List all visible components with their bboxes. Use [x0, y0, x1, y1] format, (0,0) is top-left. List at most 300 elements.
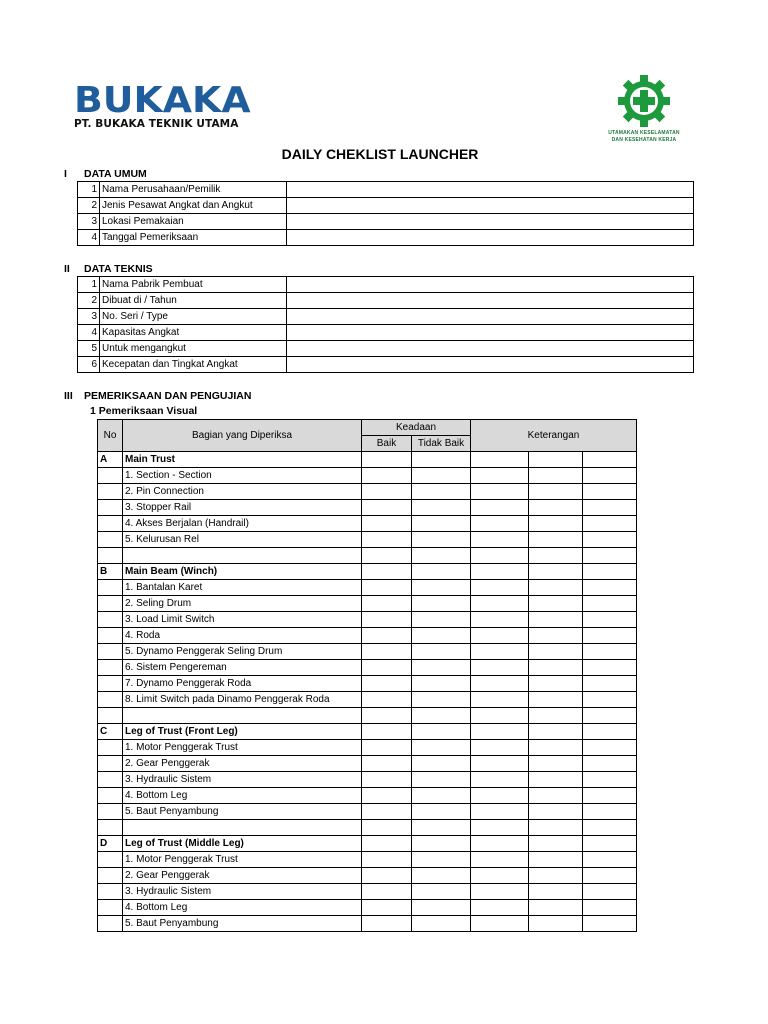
keterangan-cell[interactable] [471, 596, 529, 612]
keterangan-cell[interactable] [529, 724, 583, 740]
keterangan-cell[interactable] [529, 836, 583, 852]
table-row [98, 852, 637, 868]
baik-cell[interactable] [362, 804, 412, 820]
baik-cell[interactable] [362, 532, 412, 548]
keterangan-cell[interactable] [471, 708, 529, 724]
keterangan-cell[interactable] [471, 852, 529, 868]
row-value-field[interactable] [287, 357, 694, 373]
row-number: 4 [78, 325, 100, 341]
baik-cell[interactable] [362, 692, 412, 708]
table-row [78, 309, 694, 325]
tidak-baik-cell[interactable] [412, 724, 471, 740]
row-value-field[interactable] [287, 230, 694, 246]
pemeriksaan-visual-table [97, 419, 637, 932]
keterangan-cell[interactable] [471, 612, 529, 628]
baik-cell[interactable] [362, 724, 412, 740]
baik-cell[interactable] [362, 916, 412, 932]
row-no [98, 708, 123, 724]
baik-cell[interactable] [362, 660, 412, 676]
baik-cell[interactable] [362, 548, 412, 564]
keterangan-cell[interactable] [471, 484, 529, 500]
table-row [98, 548, 637, 564]
row-label: Lokasi Pemakaian [100, 214, 287, 230]
row-no [98, 612, 123, 628]
row-value-field[interactable] [287, 277, 694, 293]
row-label: Untuk mengangkut [100, 341, 287, 357]
row-number: 3 [78, 309, 100, 325]
keterangan-cell[interactable] [471, 468, 529, 484]
keterangan-cell[interactable] [471, 772, 529, 788]
row-label: Jenis Pesawat Angkat dan Angkut [100, 198, 287, 214]
row-no [98, 548, 123, 564]
baik-cell[interactable] [362, 500, 412, 516]
section-title: DATA UMUM [84, 168, 147, 180]
keterangan-cell[interactable] [529, 580, 583, 596]
keterangan-cell[interactable] [529, 628, 583, 644]
row-no [98, 900, 123, 916]
keterangan-cell[interactable] [583, 804, 637, 820]
row-item: 6. Sistem Pengereman [123, 660, 362, 676]
keterangan-cell[interactable] [529, 772, 583, 788]
keterangan-cell[interactable] [583, 708, 637, 724]
table-row [98, 708, 637, 724]
keterangan-cell[interactable] [583, 612, 637, 628]
row-no [98, 468, 123, 484]
row-label: Tanggal Pemeriksaan [100, 230, 287, 246]
keterangan-cell[interactable] [583, 740, 637, 756]
keterangan-cell[interactable] [529, 484, 583, 500]
row-item: 5. Baut Penyambung [123, 916, 362, 932]
section-title: PEMERIKSAAN DAN PENGUJIAN [84, 390, 252, 402]
baik-cell[interactable] [362, 628, 412, 644]
row-no [98, 692, 123, 708]
tidak-baik-cell[interactable] [412, 836, 471, 852]
keterangan-cell[interactable] [471, 788, 529, 804]
row-value-field[interactable] [287, 198, 694, 214]
baik-cell[interactable] [362, 484, 412, 500]
keterangan-cell[interactable] [583, 756, 637, 772]
row-no: C [98, 724, 123, 740]
baik-cell[interactable] [362, 740, 412, 756]
keterangan-cell[interactable] [471, 580, 529, 596]
row-item [123, 708, 362, 724]
baik-cell[interactable] [362, 676, 412, 692]
keterangan-cell[interactable] [583, 516, 637, 532]
header-row [98, 420, 637, 436]
tidak-baik-cell[interactable] [412, 468, 471, 484]
data-teknis-table [77, 276, 694, 373]
row-item: 5. Kelurusan Rel [123, 532, 362, 548]
row-item: 7. Dynamo Penggerak Roda [123, 676, 362, 692]
keterangan-cell[interactable] [583, 596, 637, 612]
keterangan-cell[interactable] [471, 660, 529, 676]
keterangan-cell[interactable] [583, 564, 637, 580]
keterangan-cell[interactable] [583, 484, 637, 500]
keterangan-cell[interactable] [471, 740, 529, 756]
row-item: 1. Motor Penggerak Trust [123, 740, 362, 756]
keterangan-cell[interactable] [583, 692, 637, 708]
row-item: 1. Motor Penggerak Trust [123, 852, 362, 868]
table-row [98, 660, 637, 676]
table-row [98, 692, 637, 708]
section-1-heading [64, 168, 147, 180]
baik-cell[interactable] [362, 772, 412, 788]
tidak-baik-cell[interactable] [412, 692, 471, 708]
table-row [78, 277, 694, 293]
logo-wordmark: BUKAKA [74, 80, 251, 121]
keterangan-cell[interactable] [471, 516, 529, 532]
row-item: 4. Roda [123, 628, 362, 644]
row-no: B [98, 564, 123, 580]
row-label: No. Seri / Type [100, 309, 287, 325]
keterangan-cell[interactable] [529, 756, 583, 772]
keterangan-cell[interactable] [471, 820, 529, 836]
tidak-baik-cell[interactable] [412, 852, 471, 868]
baik-cell[interactable] [362, 452, 412, 468]
row-number: 1 [78, 182, 100, 198]
row-item: 2. Gear Penggerak [123, 868, 362, 884]
keterangan-cell[interactable] [471, 628, 529, 644]
row-no [98, 772, 123, 788]
table-row [98, 628, 637, 644]
row-label: Nama Perusahaan/Pemilik [100, 182, 287, 198]
row-no [98, 804, 123, 820]
keterangan-cell[interactable] [583, 580, 637, 596]
row-no: A [98, 452, 123, 468]
row-no [98, 628, 123, 644]
table-row [98, 500, 637, 516]
tidak-baik-cell[interactable] [412, 740, 471, 756]
baik-cell[interactable] [362, 852, 412, 868]
table-row [98, 884, 637, 900]
keterangan-cell[interactable] [529, 868, 583, 884]
row-no [98, 660, 123, 676]
section-number: III [64, 390, 73, 402]
keterangan-cell[interactable] [583, 644, 637, 660]
keterangan-cell[interactable] [471, 868, 529, 884]
row-no [98, 516, 123, 532]
tidak-baik-cell[interactable] [412, 516, 471, 532]
keterangan-cell[interactable] [471, 644, 529, 660]
table-row [98, 644, 637, 660]
keterangan-cell[interactable] [529, 596, 583, 612]
row-no [98, 884, 123, 900]
row-number: 2 [78, 293, 100, 309]
table-row [98, 756, 637, 772]
table-row [98, 868, 637, 884]
keterangan-cell[interactable] [583, 852, 637, 868]
baik-cell[interactable] [362, 596, 412, 612]
tidak-baik-cell[interactable] [412, 660, 471, 676]
keterangan-cell[interactable] [583, 868, 637, 884]
table-row [78, 293, 694, 309]
table-row [98, 596, 637, 612]
table-row [78, 214, 694, 230]
keterangan-cell[interactable] [529, 500, 583, 516]
table-row [78, 182, 694, 198]
section-2-heading [64, 263, 153, 275]
keterangan-cell[interactable] [471, 676, 529, 692]
row-no [98, 676, 123, 692]
table-row [98, 516, 637, 532]
col-keadaan-header: Keadaan [362, 420, 471, 436]
table-row [98, 916, 637, 932]
row-label: Kapasitas Angkat [100, 325, 287, 341]
baik-cell[interactable] [362, 644, 412, 660]
keterangan-cell[interactable] [529, 676, 583, 692]
document-title: DAILY CHEKLIST LAUNCHER [281, 146, 479, 162]
keterangan-cell[interactable] [583, 820, 637, 836]
table-row [98, 612, 637, 628]
tidak-baik-cell[interactable] [412, 916, 471, 932]
table-row [98, 772, 637, 788]
baik-cell[interactable] [362, 900, 412, 916]
tidak-baik-cell[interactable] [412, 484, 471, 500]
keterangan-cell[interactable] [471, 836, 529, 852]
keterangan-cell[interactable] [529, 740, 583, 756]
table-row [78, 230, 694, 246]
keterangan-cell[interactable] [583, 628, 637, 644]
tidak-baik-cell[interactable] [412, 580, 471, 596]
keterangan-cell[interactable] [529, 468, 583, 484]
row-number: 6 [78, 357, 100, 373]
tidak-baik-cell[interactable] [412, 628, 471, 644]
logo-company-name: PT. BUKAKA TEKNIK UTAMA [74, 118, 239, 130]
table-row [98, 724, 637, 740]
keterangan-cell[interactable] [529, 660, 583, 676]
keterangan-cell[interactable] [471, 804, 529, 820]
subsection-heading: 1 Pemeriksaan Visual [90, 405, 198, 417]
k3-slogan-line1: UTAMAKAN KESELAMATAN [608, 130, 680, 136]
section-title: DATA TEKNIS [84, 263, 153, 275]
row-no [98, 484, 123, 500]
table-row [98, 580, 637, 596]
table-row [98, 788, 637, 804]
table-row [78, 341, 694, 357]
group-title: Leg of Trust (Front Leg) [123, 724, 362, 740]
table-row [98, 804, 637, 820]
tidak-baik-cell[interactable] [412, 676, 471, 692]
section-3-heading [64, 390, 251, 402]
row-no [98, 852, 123, 868]
row-value-field[interactable] [287, 214, 694, 230]
tidak-baik-cell[interactable] [412, 644, 471, 660]
tidak-baik-cell[interactable] [412, 596, 471, 612]
row-value-field[interactable] [287, 182, 694, 198]
tidak-baik-cell[interactable] [412, 612, 471, 628]
table-row [98, 484, 637, 500]
row-no [98, 596, 123, 612]
row-number: 3 [78, 214, 100, 230]
tidak-baik-cell[interactable] [412, 820, 471, 836]
tidak-baik-cell[interactable] [412, 788, 471, 804]
row-number: 5 [78, 341, 100, 357]
keterangan-cell[interactable] [471, 916, 529, 932]
baik-cell[interactable] [362, 708, 412, 724]
keterangan-cell[interactable] [583, 676, 637, 692]
keterangan-cell[interactable] [471, 452, 529, 468]
tidak-baik-cell[interactable] [412, 868, 471, 884]
tidak-baik-cell[interactable] [412, 548, 471, 564]
table-row [98, 676, 637, 692]
keterangan-cell[interactable] [529, 900, 583, 916]
keterangan-cell[interactable] [471, 724, 529, 740]
keterangan-cell[interactable] [583, 500, 637, 516]
row-item: 3. Load Limit Switch [123, 612, 362, 628]
keterangan-cell[interactable] [583, 724, 637, 740]
row-item [123, 820, 362, 836]
table-row [98, 452, 637, 468]
tidak-baik-cell[interactable] [412, 804, 471, 820]
group-title: Leg of Trust (Middle Leg) [123, 836, 362, 852]
keterangan-cell[interactable] [583, 532, 637, 548]
tidak-baik-cell[interactable] [412, 564, 471, 580]
row-no [98, 820, 123, 836]
baik-cell[interactable] [362, 836, 412, 852]
baik-cell[interactable] [362, 612, 412, 628]
row-item: 2. Pin Connection [123, 484, 362, 500]
col-no-header: No [98, 420, 123, 452]
row-value-field[interactable] [287, 309, 694, 325]
row-no [98, 916, 123, 932]
table-row [98, 900, 637, 916]
row-item: 1. Section - Section [123, 468, 362, 484]
col-keterangan-header: Keterangan [471, 420, 637, 452]
keterangan-cell[interactable] [583, 788, 637, 804]
tidak-baik-cell[interactable] [412, 500, 471, 516]
row-value-field[interactable] [287, 293, 694, 309]
keterangan-cell[interactable] [529, 532, 583, 548]
row-item: 2. Seling Drum [123, 596, 362, 612]
keterangan-cell[interactable] [529, 452, 583, 468]
tidak-baik-cell[interactable] [412, 708, 471, 724]
group-title: Main Beam (Winch) [123, 564, 362, 580]
keterangan-cell[interactable] [583, 660, 637, 676]
keterangan-cell[interactable] [529, 692, 583, 708]
row-item: 3. Stopper Rail [123, 500, 362, 516]
gear-cross-icon [615, 72, 673, 130]
tidak-baik-cell[interactable] [412, 452, 471, 468]
keterangan-cell[interactable] [471, 564, 529, 580]
table-row [98, 740, 637, 756]
row-item [123, 548, 362, 564]
keterangan-cell[interactable] [471, 900, 529, 916]
row-no: D [98, 836, 123, 852]
row-value-field[interactable] [287, 341, 694, 357]
col-tidak-baik-header: Tidak Baik [412, 436, 471, 452]
keterangan-cell[interactable] [583, 468, 637, 484]
tidak-baik-cell[interactable] [412, 900, 471, 916]
keterangan-cell[interactable] [471, 884, 529, 900]
section-number: II [64, 263, 70, 275]
row-item: 2. Gear Penggerak [123, 756, 362, 772]
baik-cell[interactable] [362, 820, 412, 836]
k3-logo [596, 72, 692, 144]
row-label: Dibuat di / Tahun [100, 293, 287, 309]
tidak-baik-cell[interactable] [412, 532, 471, 548]
baik-cell[interactable] [362, 564, 412, 580]
keterangan-cell[interactable] [471, 500, 529, 516]
baik-cell[interactable] [362, 468, 412, 484]
row-item: 4. Bottom Leg [123, 900, 362, 916]
keterangan-cell[interactable] [529, 644, 583, 660]
baik-cell[interactable] [362, 756, 412, 772]
row-value-field[interactable] [287, 325, 694, 341]
keterangan-cell[interactable] [529, 804, 583, 820]
row-item: 5. Baut Penyambung [123, 804, 362, 820]
tidak-baik-cell[interactable] [412, 756, 471, 772]
keterangan-cell[interactable] [583, 452, 637, 468]
keterangan-cell[interactable] [529, 916, 583, 932]
row-label: Nama Pabrik Pembuat [100, 277, 287, 293]
row-item: 3. Hydraulic Sistem [123, 772, 362, 788]
row-no [98, 740, 123, 756]
keterangan-cell[interactable] [583, 836, 637, 852]
keterangan-cell[interactable] [529, 708, 583, 724]
keterangan-cell[interactable] [529, 548, 583, 564]
baik-cell[interactable] [362, 580, 412, 596]
table-row [98, 564, 637, 580]
keterangan-cell[interactable] [471, 756, 529, 772]
keterangan-cell[interactable] [471, 692, 529, 708]
row-no [98, 788, 123, 804]
keterangan-cell[interactable] [583, 884, 637, 900]
row-no [98, 580, 123, 596]
table-row [98, 468, 637, 484]
keterangan-cell[interactable] [529, 612, 583, 628]
row-no [98, 644, 123, 660]
keterangan-cell[interactable] [529, 820, 583, 836]
table-row [98, 836, 637, 852]
row-no [98, 756, 123, 772]
keterangan-cell[interactable] [583, 916, 637, 932]
baik-cell[interactable] [362, 884, 412, 900]
row-item: 1. Bantalan Karet [123, 580, 362, 596]
table-row [98, 532, 637, 548]
col-item-header: Bagian yang Diperiksa [123, 420, 362, 452]
row-no [98, 500, 123, 516]
bukaka-logo [74, 80, 251, 130]
keterangan-cell[interactable] [471, 548, 529, 564]
keterangan-cell[interactable] [529, 516, 583, 532]
tidak-baik-cell[interactable] [412, 772, 471, 788]
keterangan-cell[interactable] [529, 852, 583, 868]
keterangan-cell[interactable] [529, 564, 583, 580]
keterangan-cell[interactable] [583, 548, 637, 564]
data-umum-table [77, 181, 694, 246]
baik-cell[interactable] [362, 516, 412, 532]
table-row [78, 357, 694, 373]
keterangan-cell[interactable] [583, 900, 637, 916]
row-item: 8. Limit Switch pada Dinamo Penggerak Roda [123, 692, 362, 708]
section-number: I [64, 168, 67, 180]
baik-cell[interactable] [362, 868, 412, 884]
row-number: 1 [78, 277, 100, 293]
keterangan-cell[interactable] [529, 788, 583, 804]
keterangan-cell[interactable] [583, 772, 637, 788]
col-baik-header: Baik [362, 436, 412, 452]
keterangan-cell[interactable] [529, 884, 583, 900]
row-item: 3. Hydraulic Sistem [123, 884, 362, 900]
row-number: 2 [78, 198, 100, 214]
row-no [98, 868, 123, 884]
keterangan-cell[interactable] [471, 532, 529, 548]
k3-slogan-line2: DAN KESEHATAN KERJA [611, 137, 677, 143]
row-item: 5. Dynamo Penggerak Seling Drum [123, 644, 362, 660]
row-label: Kecepatan dan Tingkat Angkat [100, 357, 287, 373]
tidak-baik-cell[interactable] [412, 884, 471, 900]
baik-cell[interactable] [362, 788, 412, 804]
